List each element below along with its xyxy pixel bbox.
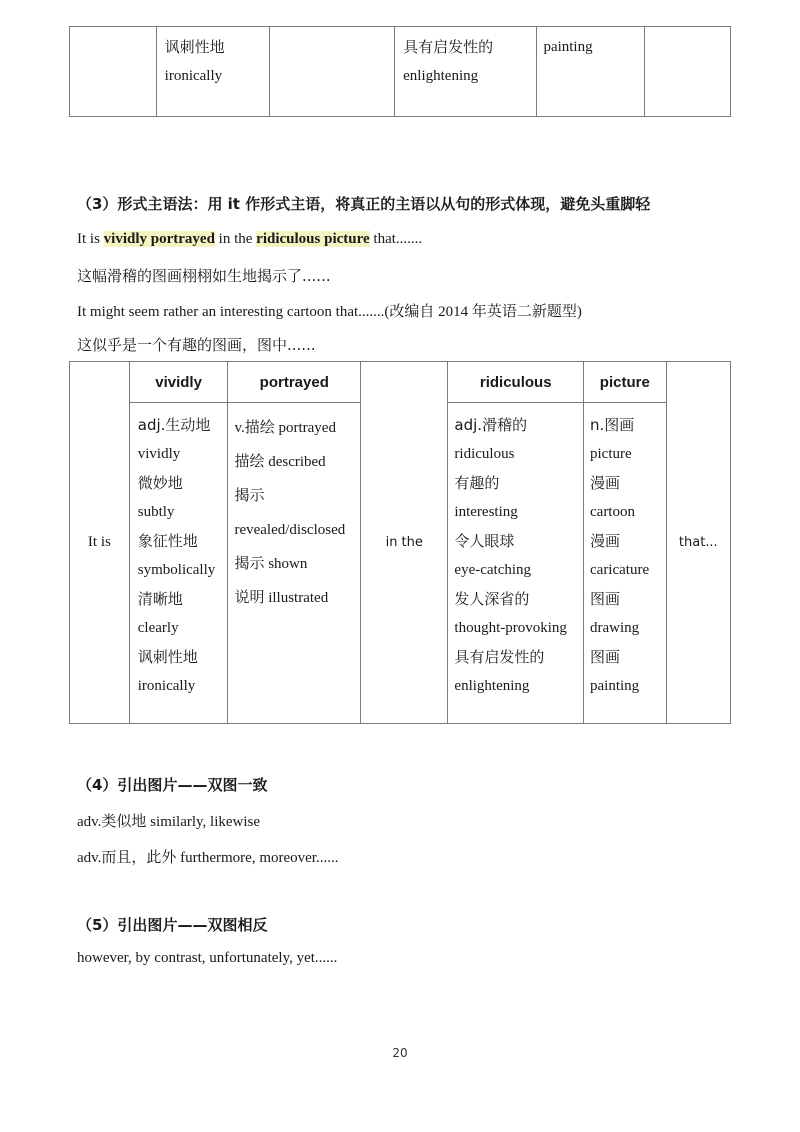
ex1-part5: that....... [369,231,423,247]
adverb-item: symbolically [137,562,216,578]
header-ridiculous: ridiculous [448,362,584,403]
noun-item: n.图画 [590,416,635,434]
verb-item: v.描绘 portrayed [234,420,336,436]
adverb-item: subtly [137,504,175,520]
top-noun-en: painting [543,39,593,55]
section3-example2: It might seem rather an interesting cartoon that.......(改编自 2014 年英语二新题型) [77,304,582,320]
section5-line1: however, by contrast, unfortunately, yet...... [77,950,338,966]
section3-example1-cn: 这幅滑稽的图画栩栩如生地揭示了...... [77,267,331,285]
adjective-item: ridiculous [454,446,515,462]
top-adj-cn: 具有启发性的 [403,38,494,56]
adjective-item: thought-provoking [454,620,567,636]
top-table [69,26,731,117]
top-cell-3 [269,27,394,117]
section3-example1 [77,231,422,248]
adjective-item: interesting [454,504,518,520]
that-text: that... [678,535,718,550]
adjective-item: eye-catching [454,562,532,578]
header-picture: picture [584,362,667,403]
in-the-text: in the [385,535,423,550]
adjective-item: 令人眼球 [454,532,515,550]
noun-item: 漫画 [590,532,621,550]
noun-item: drawing [590,620,640,636]
adverb-item: clearly [137,620,179,636]
ex1-part1: It is [77,231,104,247]
adjective-item: 有趣的 [454,474,500,492]
adverb-item: ironically [137,678,196,694]
section4-line1: adv.类似地 similarly, likewise [77,814,261,830]
ex1-highlight-1: vividly portrayed [103,231,215,247]
top-cell-adverb [156,27,269,117]
adverb-item: 微妙地 [137,474,183,492]
header-portrayed: portrayed [228,362,361,403]
top-adj-en: enlightening [403,68,479,84]
adverb-item: 清晰地 [137,590,183,608]
in-the-cell [361,362,448,724]
top-adverb-en: ironically [164,68,223,84]
verb-item: 描绘 described [234,454,326,470]
adjectives-cell [448,403,584,724]
top-cell-1 [70,27,157,117]
adverb-item: 讽刺性地 [137,648,198,666]
section5-heading: （5）引出图片——双图相反 [77,916,268,934]
it-is-cell [70,362,130,724]
verb-item: 揭示 [234,488,265,504]
noun-item: picture [590,446,632,462]
adjective-item: 具有启发性的 [454,648,545,666]
nouns-cell [584,403,667,724]
ex1-highlight-2: ridiculous picture [256,231,370,247]
section3-example2-cn: 这似乎是一个有趣的图画，图中...... [77,336,316,354]
adverb-item: vividly [137,446,181,462]
verb-item: 说明 illustrated [234,590,329,606]
top-cell-adjective [395,27,537,117]
noun-item: painting [590,678,640,694]
noun-item: caricature [590,562,650,578]
that-cell [666,362,730,724]
adjective-item: enlightening [454,678,530,694]
adjective-item: 发人深省的 [454,590,530,608]
noun-item: 图画 [590,648,621,666]
section4-line2: adv.而且，此外 furthermore, moreover...... [77,850,339,866]
adverb-item: adj.生动地 [137,416,211,434]
verb-item: 揭示 shown [234,556,308,572]
verb-item: revealed/disclosed [234,522,346,538]
verbs-cell [228,403,361,724]
vocab-table [69,361,731,724]
section4-heading: （4）引出图片——双图一致 [77,776,268,794]
adjective-item: adj.滑稽的 [454,416,528,434]
section3-heading: （3）形式主语法：用 it 作形式主语，将真正的主语以从句的形式体现，避免头重脚轻 [77,195,651,213]
noun-item: cartoon [590,504,635,520]
ex1-part3: in the [214,231,257,247]
top-cell-6 [645,27,731,117]
noun-item: 漫画 [590,474,621,492]
top-adverb-cn: 讽刺性地 [164,38,225,56]
noun-item: 图画 [590,590,621,608]
page-number: 20 [392,1046,408,1060]
header-vividly: vividly [129,362,228,403]
it-is-text: It is [87,534,111,550]
top-cell-noun [537,27,645,117]
adverbs-cell [129,403,228,724]
adverb-item: 象征性地 [137,532,198,550]
